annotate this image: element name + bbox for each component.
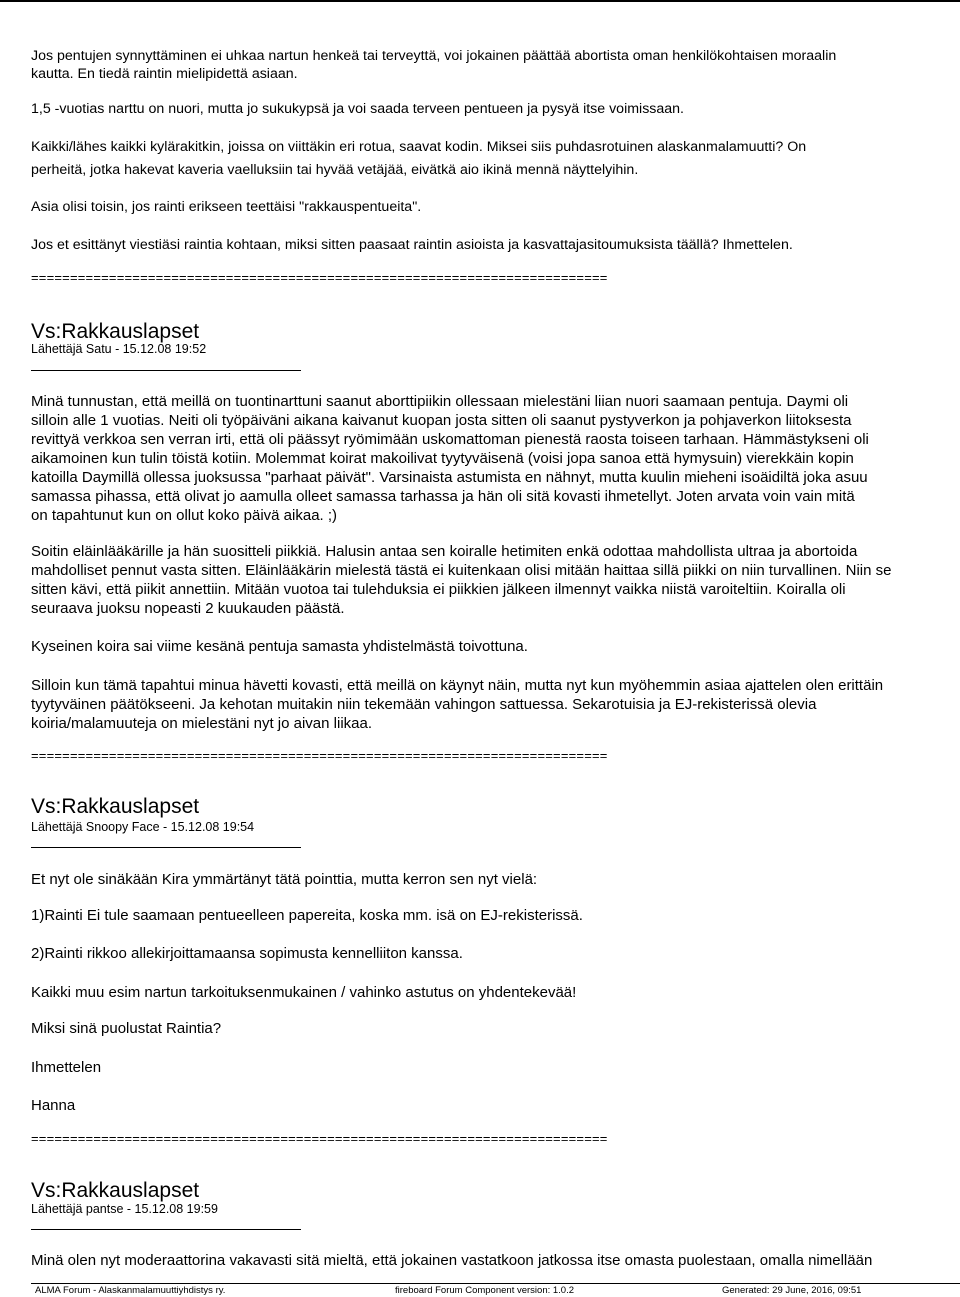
post-line: koiria/malamuuteja on mielestäni nyt jo aivan liikaa. (31, 715, 373, 732)
post-line: sitten kävi, että piikit annettiin. Mitään vuotoa tai tulehduksia ei piikkien jälkeen ilmennyt vaikka niistä varoiteltiin. Koiralla oli (31, 581, 846, 598)
intro-line: Kaikki/lähes kaikki kylärakitkin, joissa on viittäkin eri rotua, saavat kodin. Miksei siis puhdasrotuinen alaskanmalamuutti? On (31, 139, 807, 155)
footer-site-name: ALMA Forum - Alaskanmalamuuttiyhdistys ry. (35, 1285, 226, 1296)
post-line: Minä olen nyt moderaattorina vakavasti sitä mieltä, että jokainen vastatkoon jatkossa itse omasta puolestaan, omalla nimellään (31, 1252, 873, 1269)
intro-line: Asia olisi toisin, jos rainti erikseen teettäisi "rakkauspentueita". (31, 199, 422, 215)
post-rule (31, 370, 301, 371)
footer-component-version: fireboard Forum Component version: 1.0.2 (395, 1285, 575, 1296)
post-meta: Lähettäjä Snoopy Face - 15.12.08 19:54 (31, 820, 255, 834)
intro-line: Jos et esittänyt viestiäsi raintia kohtaan, miksi sitten paasaat raintin asioista ja kasvattajasitoumuksista täällä? Ihmettelen. (31, 237, 793, 253)
post-meta: Lähettäjä pantse - 15.12.08 19:59 (31, 1202, 218, 1216)
post-line: aikamoinen kun tulin töistä kotiin. Molemmat koirat makoilivat tyytyväisenä (voisi jopa sanoa että hymysuin) vierekkäin kopin (31, 450, 854, 467)
footer-rule (31, 1283, 960, 1284)
intro-line: kautta. En tiedä raintin mielipidettä asiaan. (31, 66, 298, 82)
post-separator: ========================================================================== (31, 748, 608, 763)
post-line: Ihmettelen (31, 1059, 102, 1076)
post-line: 1)Rainti Ei tule saamaan pentueelleen papereita, koska mm. isä on EJ-rekisterissä. (31, 907, 583, 924)
post-meta: Lähettäjä Satu - 15.12.08 19:52 (31, 342, 207, 356)
post-title: Vs:Rakkauslapset (31, 1179, 200, 1202)
post-line: Soitin eläinlääkärille ja hän suositteli piikkiä. Halusin antaa sen koiralle hetimiten enkä odottaa mahdollista ultraa ja abortoida (31, 543, 858, 560)
post-line: silloin alle 1 vuotias. Neiti oli työpäiväni aikana kaivanut kuopan josta sitten oli saanut pystyverkon ja pohjaverkon liitoksesta (31, 412, 852, 429)
post-line: revittyä verkkoa sen verran irti, että oli päässyt ryömimään uskomattoman pienestä raosta toiseen tarhaan. Hämmästykseni oli (31, 431, 869, 448)
post-rule (31, 847, 301, 848)
post-line: Et nyt ole sinäkään Kira ymmärtänyt tätä pointtia, mutta kerron sen nyt vielä: (31, 871, 538, 888)
post-separator: ========================================================================== (31, 270, 608, 285)
post-line: mahdolliset pennut vasta sitten. Eläinlääkärin mielestä tästä ei kuitenkaan olisi mitään haittaa sillä piikki on niin turvallinen. Niin se (31, 562, 892, 579)
post-line: Kyseinen koira sai viime kesänä pentuja samasta yhdistelmästä toivottuna. (31, 638, 528, 655)
intro-line: perheitä, jotka hakevat kaveria vaelluksiin tai hyvää vetäjää, eivätkä aio ikinä mennä näyttelyihin. (31, 162, 639, 178)
post-title: Vs:Rakkauslapset (31, 795, 200, 818)
intro-line: 1,5 -vuotias narttu on nuori, mutta jo sukukypsä ja voi saada terveen pentueen ja pysyä itse voimissaan. (31, 101, 684, 117)
post-line: on tapahtunut kun on ollut koko päivä aikaa. ;) (31, 507, 338, 524)
post-separator: ========================================================================== (31, 1131, 608, 1146)
post-line: Kaikki muu esim nartun tarkoituksenmukainen / vahinko astutus on yhdentekevää! (31, 984, 577, 1001)
post-line: Miksi sinä puolustat Raintia? (31, 1020, 222, 1037)
post-line: samassa pihassa, että olivat jo aamulla olleet samassa tarhassa ja hän oli sitä kovasti ihmetellyt. Joten arvata voin vain mitä (31, 488, 855, 505)
post-line: tyytyväinen päätökseeni. Ja kehotan muitakin niin tekemään vahingon sattuessa. Sekarotuisia ja EJ-rekisterissä olevia (31, 696, 817, 713)
post-line: Silloin kun tämä tapahtui minua hävetti kovasti, että meillä on käynyt näin, mutta nyt kun myöhemmin asiaa ajattelen olen erittäin (31, 677, 884, 694)
post-title: Vs:Rakkauslapset (31, 320, 200, 343)
intro-line: Jos pentujen synnyttäminen ei uhkaa nartun henkeä tai terveyttä, voi jokainen päättää abortista oman henkilökohtaisen moraalin (31, 48, 837, 64)
post-line: Hanna (31, 1097, 76, 1114)
footer-generated-date: Generated: 29 June, 2016, 09:51 (722, 1285, 862, 1296)
post-rule (31, 1229, 301, 1230)
post-line: Minä tunnustan, että meillä on tuontinarttuni saanut aborttipiikin ollessaan mielestäni liian nuori saamaan pentuja. Daymi oli (31, 393, 849, 410)
post-line: 2)Rainti rikkoo allekirjoittamaansa sopimusta kennelliiton kanssa. (31, 945, 463, 962)
post-line: katoilla Daymillä ollessa juoksussa "parhaat päivät". Varsinaista astumista en nähnyt, mutta kuulin mieheni isoäidiltä joka asuu (31, 469, 868, 486)
top-border (0, 0, 960, 2)
post-line: seuraava juoksu nopeasti 2 kuukauden päästä. (31, 600, 345, 617)
